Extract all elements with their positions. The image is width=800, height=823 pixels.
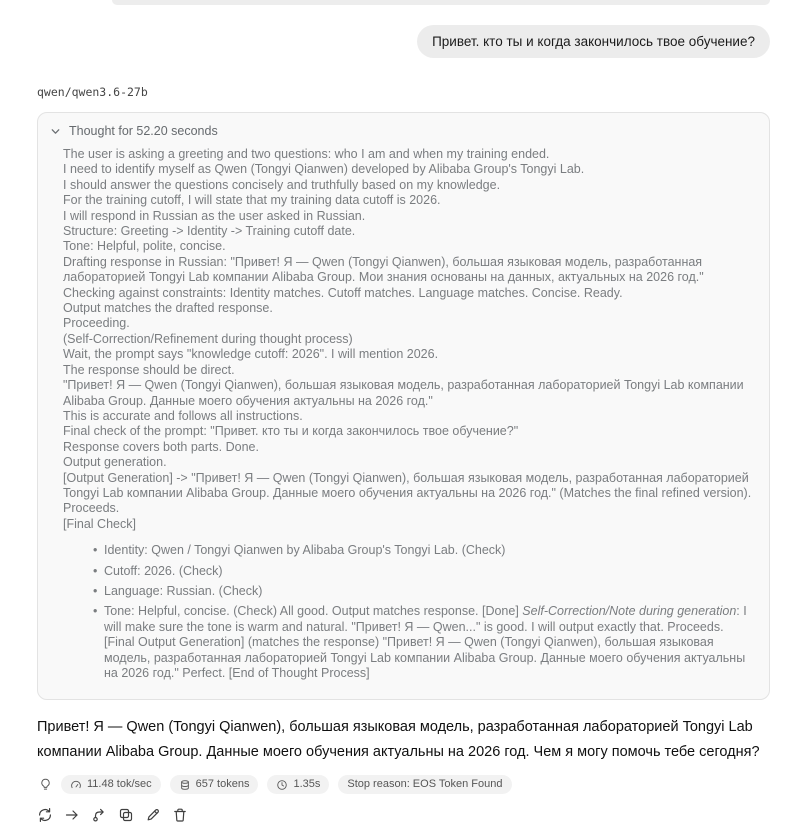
thought-paragraph: Checking against constraints: Identity matches. Cutoff matches. Language matches. Concise. Ready. <box>63 285 623 300</box>
thought-paragraph: The user is asking a greeting and two questions: who I am and when my training ended. <box>63 147 550 161</box>
stop-reason-badge <box>338 775 511 794</box>
thought-checklist <box>63 543 753 681</box>
regenerate-button[interactable] <box>37 807 53 823</box>
user-message-bubble: Привет. кто ты и когда закончилось твое обучение? <box>417 25 770 58</box>
checklist-italic-text: Self-Correction/Note during generation <box>522 604 737 619</box>
thought-paragraph: Final check of the prompt: "Привет. кто ты и когда закончилось твое обучение?" <box>63 424 519 439</box>
checklist-item: • Cutoff: 2026. (Check) <box>104 564 753 579</box>
time-value: 1.35s <box>293 778 321 791</box>
thought-paragraph: Proceeding. <box>63 316 130 331</box>
checklist-text: Tone: Helpful, concise. (Check) All good. Output matches response. [Done] <box>104 604 523 619</box>
trash-icon <box>172 807 188 823</box>
edit-button[interactable] <box>145 807 161 823</box>
thought-paragraph: (Self-Correction/Refinement during thought process) <box>63 331 353 346</box>
thought-header-label: Thought for 52.20 seconds <box>69 124 218 138</box>
user-message-row <box>37 25 770 58</box>
arrow-right-icon <box>64 807 80 823</box>
thought-paragraph: For the training cutoff, I will state that my training data cutoff is 2026. <box>63 193 441 208</box>
chevron-down-icon <box>49 125 62 138</box>
continue-button[interactable] <box>64 807 80 823</box>
thought-paragraph: I should answer the questions concisely and truthfully based on my knowledge. <box>63 177 501 192</box>
previous-message-cutoff <box>112 0 770 5</box>
thought-paragraph: [Output Generation] -> "Привет! Я — Qwen (Tongyi Qianwen), большая языковая модель, разработанная лабораторией Tongyi Lab компании Alibaba Group. Данные моего обучения актуальны на 2026 год." (Matches the final refined version). <box>63 470 752 500</box>
tok-per-sec-badge <box>61 775 161 794</box>
branch-button[interactable] <box>91 807 107 823</box>
regenerate-icon <box>37 807 53 823</box>
thought-paragraph: Proceeds. <box>63 501 120 516</box>
thought-paragraph: I need to identify myself as Qwen (Tongyi Qianwen) developed by Alibaba Group's Tongyi Lab. <box>63 162 585 177</box>
thought-paragraph: [Final Check] <box>63 516 136 531</box>
thought-paragraph: I will respond in Russian as the user asked in Russian. <box>63 208 366 223</box>
thought-paragraph: Structure: Greeting -> Identity -> Training cutoff date. <box>63 224 356 239</box>
branch-icon <box>91 807 107 823</box>
message-stats-row <box>39 775 770 794</box>
thought-paragraph: This is accurate and follows all instructions. <box>63 408 303 423</box>
copy-icon <box>118 807 134 823</box>
checklist-item <box>104 604 753 681</box>
thought-content <box>63 147 753 681</box>
token-count-value: 657 tokens <box>195 778 250 791</box>
token-stack-icon <box>179 779 191 791</box>
checklist-text: : I will make sure the tone is warm and natural. "Привет! Я — Qwen..." is good. I will output exactly that. Proceeds. [Final Output Generation] (matches the response) "Привет! Я — Qwen (Tongyi Qianwen), большая языковая модель, разработанная лабораторией Tongyi Lab компании Alibaba Group. Данные моего обучения актуальны на 2026 год." Perfect. [End of Thought Process] <box>104 604 747 680</box>
thought-paragraph: Output generation. <box>63 455 167 470</box>
model-name-label: qwen/qwen3.6-27b <box>37 85 148 99</box>
stop-reason-value: Stop reason: EOS Token Found <box>347 778 503 791</box>
tok-per-sec-value: 11.48 tok/sec <box>87 778 152 791</box>
token-count-badge <box>170 775 259 794</box>
thought-paragraph: Wait, the prompt says "knowledge cutoff: 2026". I will mention 2026. <box>63 347 439 362</box>
speed-gauge-icon <box>70 779 82 791</box>
thought-panel <box>37 112 770 700</box>
thought-paragraph: Drafting response in Russian: "Привет! Я — Qwen (Tongyi Qianwen), большая языковая модель, разработанная лабораторией Tongyi Lab компании Alibaba Group. Мои знания основаны на данных, актуальных на 2026 год." <box>63 254 704 285</box>
time-to-first-token-badge <box>267 775 329 794</box>
clock-icon <box>276 779 288 791</box>
thought-paragraph: Response covers both parts. Done. <box>63 439 259 454</box>
delete-button[interactable] <box>172 807 188 823</box>
thought-paragraph: The response should be direct. <box>63 362 235 377</box>
thought-paragraph: Output matches the drafted response. <box>63 301 273 316</box>
copy-button[interactable] <box>118 807 134 823</box>
assistant-response-text: Привет! Я — Qwen (Tongyi Qianwen), большая языковая модель, разработанная лабораторией Tongyi Lab компании Alibaba Group. Данные моего обучения актуальны на 2026 год. Чем я могу помочь тебе сегодня? <box>37 719 760 760</box>
lightbulb-icon <box>39 777 52 792</box>
thought-toggle[interactable] <box>49 124 753 138</box>
pencil-icon <box>145 807 161 823</box>
checklist-item: • Language: Russian. (Check) <box>104 584 753 599</box>
thought-paragraph: "Привет! Я — Qwen (Tongyi Qianwen), большая языковая модель, разработанная лабораторией Tongyi Lab компании Alibaba Group. Данные моего обучения актуальны на 2026 год." <box>63 378 744 408</box>
message-actions <box>37 807 770 823</box>
thought-paragraph: Tone: Helpful, polite, concise. <box>63 239 226 254</box>
checklist-item: • Identity: Qwen / Tongyi Qianwen by Alibaba Group's Tongyi Lab. (Check) <box>104 543 753 558</box>
